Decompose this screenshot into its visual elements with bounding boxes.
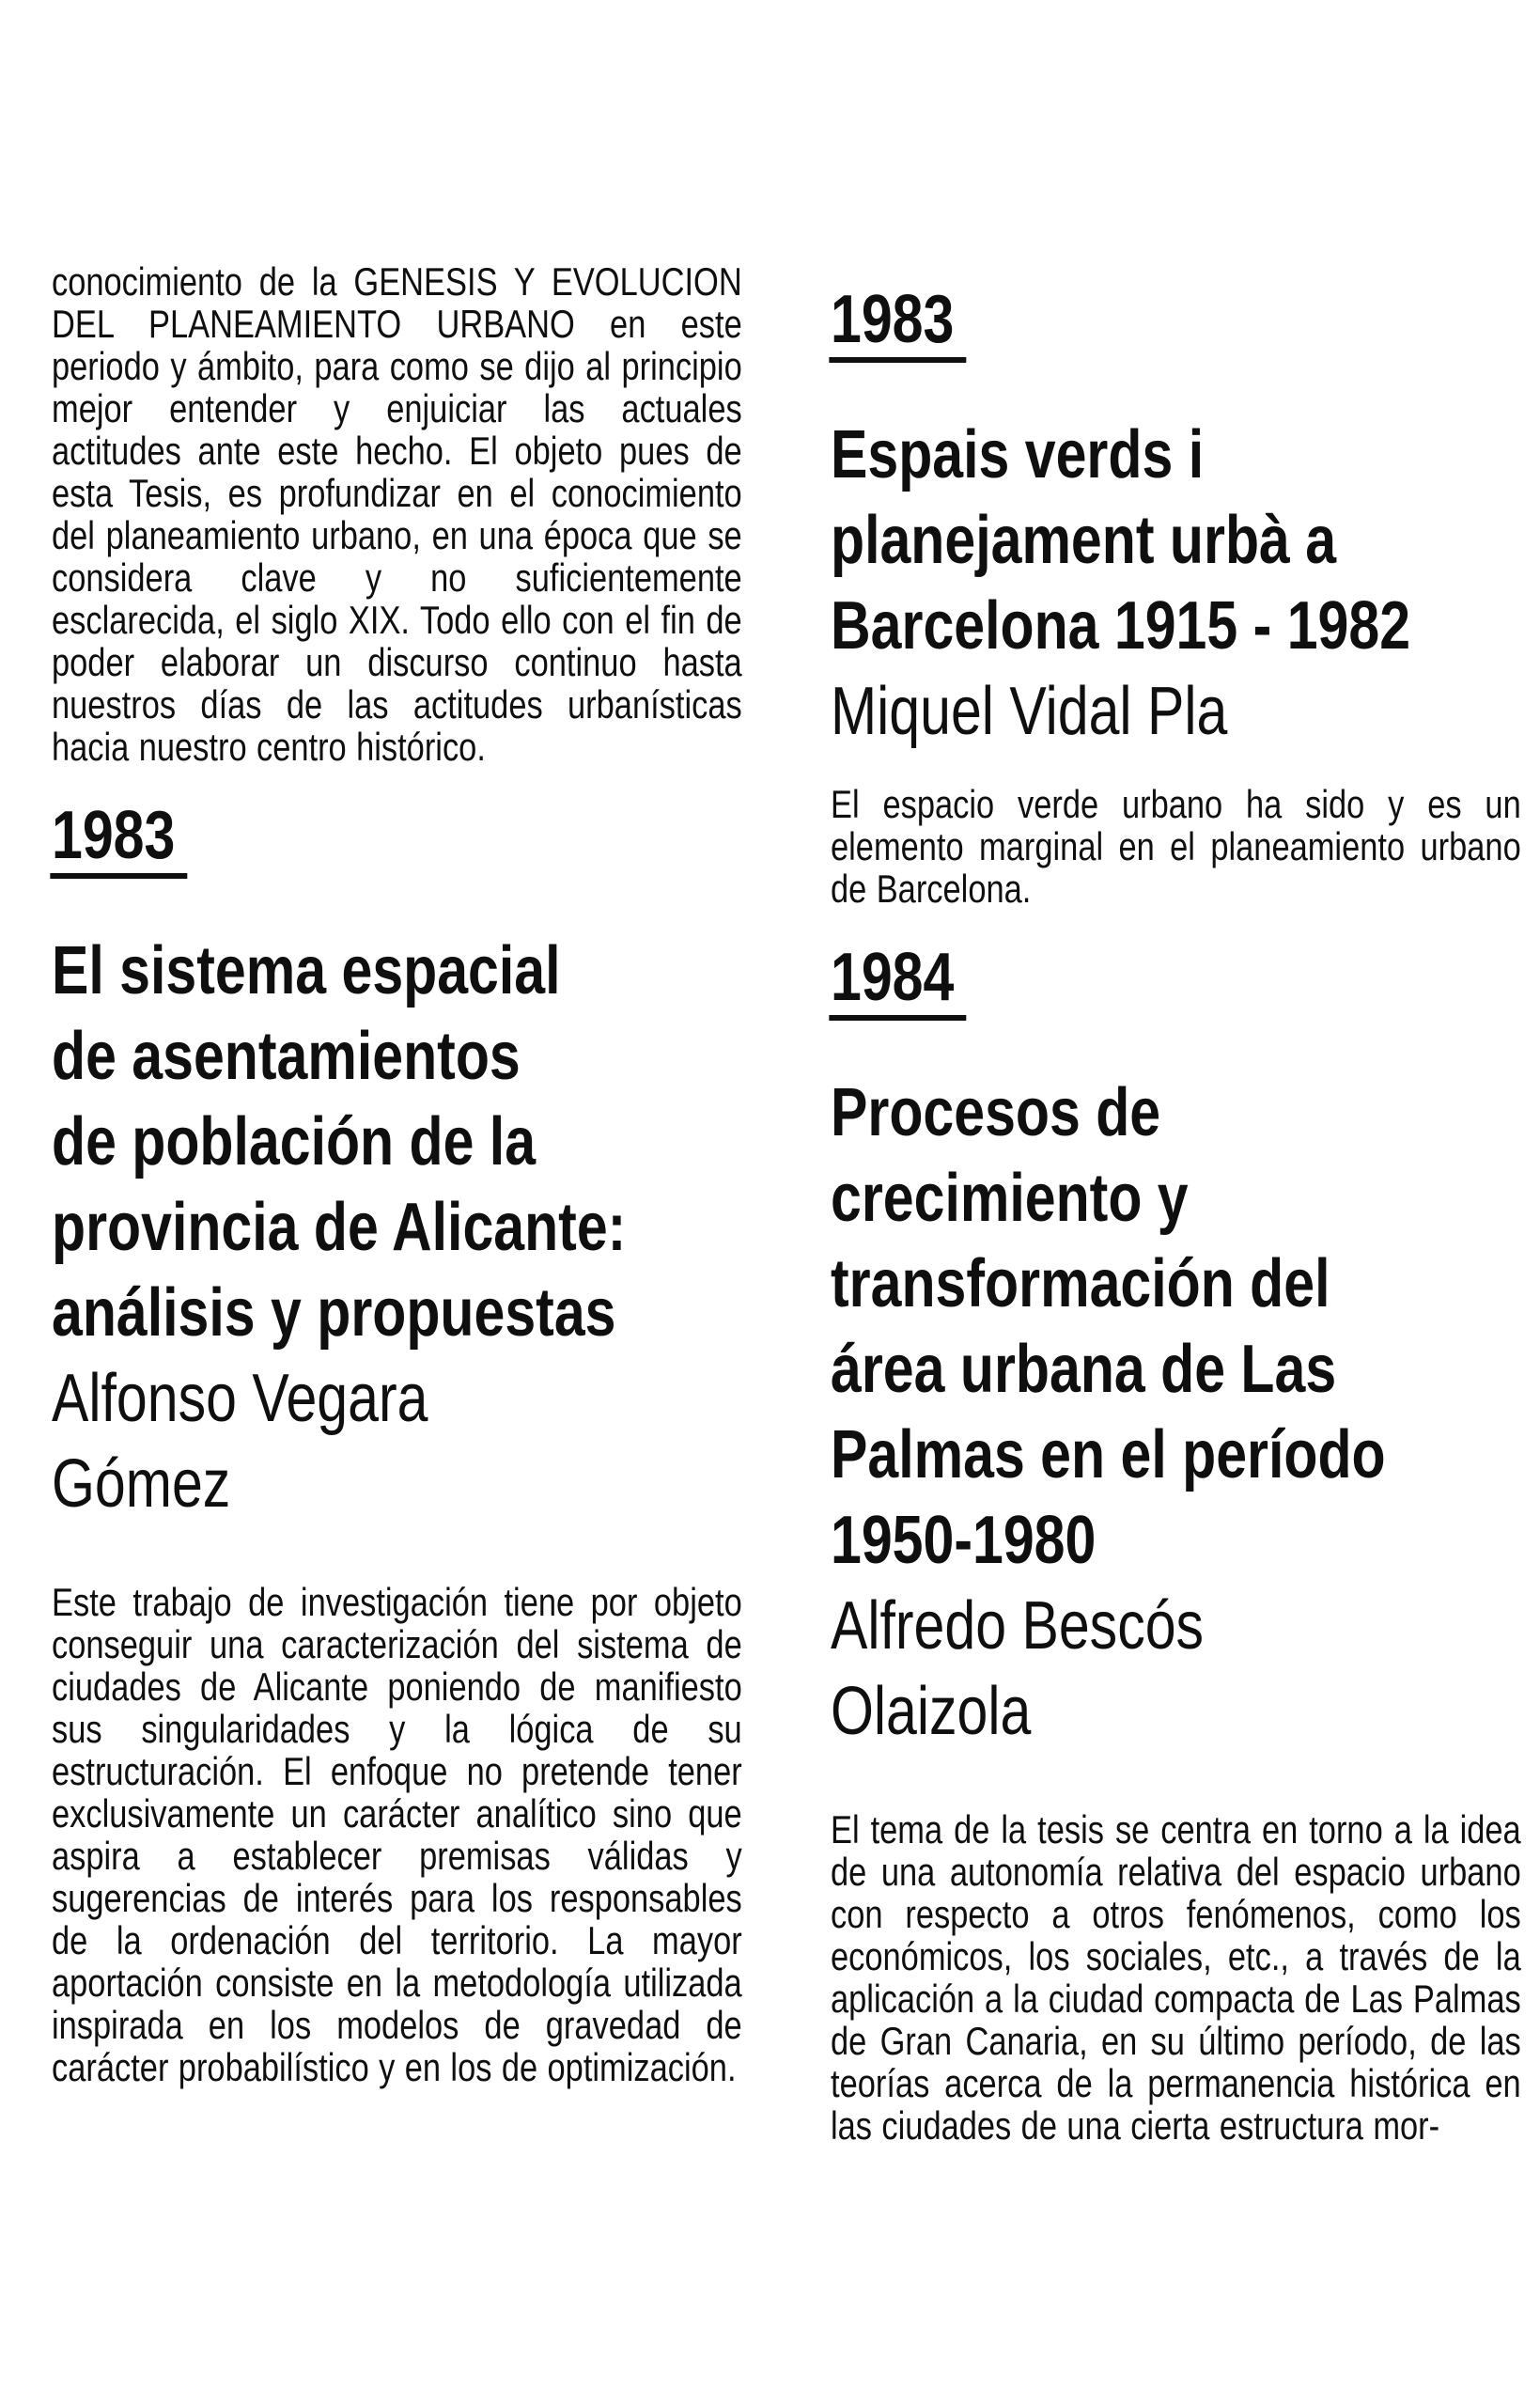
year-heading-1983-right xyxy=(831,282,1521,363)
thesis-author-line: Miquel Vidal Pla xyxy=(831,674,1228,749)
thesis-abstract-las-palmas: El tema de la tesis se centra en torno a la idea de una autonomía relativa del espacio urbano con respecto a otros fenómenos, como los económicos, los sociales, etc., a través de la aplicación a la ciudad compacta de Las Palmas de Gran Canaria, en su último período, de las teorías acerca de la permanencia histórica en las ciudades de una cierta estructura mor- xyxy=(831,1807,1521,2148)
left-column xyxy=(52,0,742,2088)
thesis-abstract-alicante: Este trabajo de investigación tiene por objeto conseguir una caracterización del sistema de ciudades de Alicante poniendo de manifiesto sus singularidades y la lógica de su estructuración. El enfoque no pretende tener exclusivamente un carácter analítico sino que aspira a establecer premisas válidas y sugerencias de interés para los responsables de la ordenación del territorio. La mayor aportación consiste en la metodología utilizada inspirada en los modelos de gravedad de carácter probabilístico y en los de optimización. xyxy=(52,1580,742,2089)
year-heading-1984 xyxy=(831,940,1521,1021)
thesis-title-line: Palmas en el período xyxy=(831,1417,1386,1492)
thesis-title-line: provincia de Alicante: xyxy=(52,1190,627,1265)
thesis-title-line: de asentamientos xyxy=(52,1019,521,1094)
thesis-author-vidal xyxy=(831,669,1521,755)
year-heading-label: 1984 xyxy=(829,944,966,1021)
continued-abstract-paragraph: conocimiento de la GENESIS Y EVOLUCION DEL PLANEAMIENTO URBANO en este periodo y ámbito, para como se dijo al principio mejor entender y enjuiciar las actuales actitudes ante este hecho. El objeto pues de esta Tesis, es profundizar en el conocimiento del planeamiento urbano, en una época que se considera clave y no suficientemente esclarecida, el siglo XIX. Todo ello con el fin de poder elaborar un discurso continuo hasta nuestros días de las actitudes urbanísticas hacia nuestro centro histórico. xyxy=(52,259,742,769)
thesis-title-line: planejament urbà a xyxy=(831,503,1337,578)
year-heading-1983-left xyxy=(52,798,742,879)
thesis-title-line: Procesos de xyxy=(831,1075,1161,1150)
year-heading-label: 1983 xyxy=(829,286,966,363)
thesis-title-line: 1950-1980 xyxy=(831,1503,1097,1578)
thesis-title-line: Barcelona 1915 - 1982 xyxy=(831,588,1411,664)
thesis-title-espais-verds xyxy=(831,413,1521,669)
thesis-title-line: Espais verds i xyxy=(831,417,1205,492)
right-column xyxy=(831,0,1521,2148)
thesis-title-line: crecimiento y xyxy=(831,1161,1189,1236)
thesis-title-line: área urbana de Las xyxy=(831,1332,1337,1407)
thesis-title-line: análisis y propuestas xyxy=(52,1275,616,1351)
thesis-author-line: Olaizola xyxy=(831,1674,1032,1749)
thesis-author-bescos xyxy=(831,1584,1521,1755)
thesis-title-line: transformación del xyxy=(831,1246,1330,1321)
thesis-title-alicante xyxy=(52,929,742,1356)
thesis-abstract-espais-verds: El espacio verde urbano ha sido y es un elemento marginal en el planeamiento urbano de Barcelona. xyxy=(831,782,1521,911)
thesis-author-line: Alfonso Vegara xyxy=(52,1361,428,1436)
thesis-author-vegara xyxy=(52,1356,742,1527)
thesis-title-line: de población de la xyxy=(52,1104,537,1180)
thesis-title-line: El sistema espacial xyxy=(52,933,561,1008)
thesis-author-line: Gómez xyxy=(52,1446,231,1522)
thesis-author-line: Alfredo Bescós xyxy=(831,1588,1205,1664)
thesis-title-las-palmas xyxy=(831,1070,1521,1584)
year-heading-label: 1983 xyxy=(50,802,187,879)
